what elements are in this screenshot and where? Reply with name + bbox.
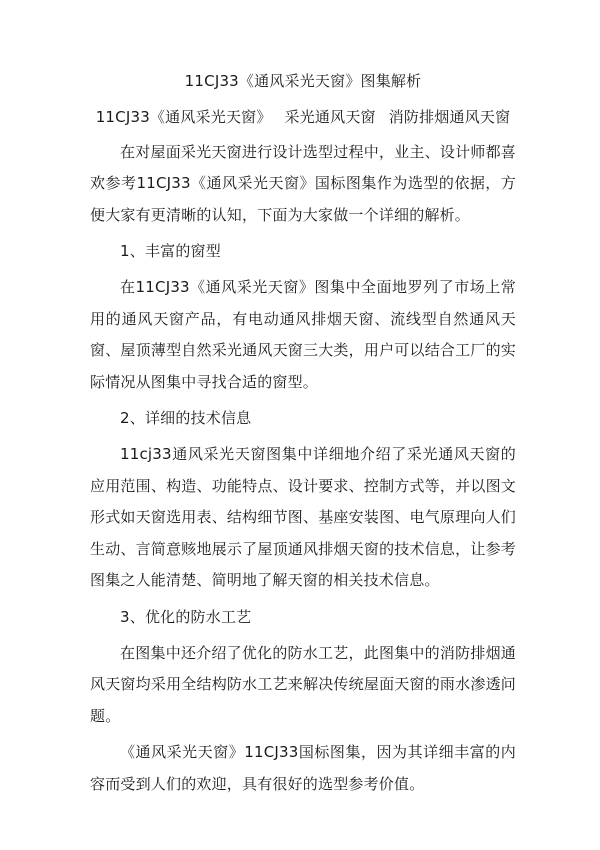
section-1-heading: 1、丰富的窗型 <box>120 242 221 261</box>
subtitle-part-3: 消防排烟通风天窗 <box>388 108 511 127</box>
section-1-body: 在11CJ33《通风采光天窗》图集中全面地罗列了市场上常用的通风天窗产品，有电动通风排烟天窗、流线型自然通风天窗、屋顶薄型自然采光通风天窗三大类，用户可以结合工厂的实际情况从图集中寻找合适的窗型。 <box>90 278 516 391</box>
document-title: 11CJ33《通风采光天窗》图集解析 <box>184 72 422 90</box>
section-2-body: 11cj33通风采光天窗图集中详细地介绍了采光通风天窗的应用范围、构造、功能特点、设计要求、控制方式等，并以图文形式如天窗选用表、结构细节图、基座安装图、电气原理向人们生动、言简意赅地展示了屋顶通风排烟天窗的技术信息，让参考图集之人能清楚、简明地了解天窗的相关技术信息。 <box>90 445 516 590</box>
conclusion-paragraph: 《通风采光天窗》11CJ33国标图集，因为其详细丰富的内容而受到人们的欢迎，具有很好的选型参考价值。 <box>90 743 516 793</box>
section-2-heading: 2、详细的技术信息 <box>120 409 252 428</box>
section-3-body: 在图集中还介绍了优化的防水工艺，此图集中的消防排烟通风天窗均采用全结构防水工艺来解决传统屋面天窗的雨水渗透问题。 <box>90 643 516 725</box>
intro-paragraph: 在对屋面采光天窗进行设计选型过程中，业主、设计师都喜欢参考11CJ33《通风采光天窗》国标图集作为选型的依据，方便大家有更清晰的认知，下面为大家做一个详细的解析。 <box>90 142 516 224</box>
section-3-heading: 3、优化的防水工艺 <box>120 607 252 626</box>
document-subtitle <box>90 102 516 133</box>
subtitle-part-1: 11CJ33《通风采光天窗》 <box>95 108 272 127</box>
subtitle-part-2: 采光通风天窗 <box>284 108 376 127</box>
document-page <box>90 66 516 805</box>
